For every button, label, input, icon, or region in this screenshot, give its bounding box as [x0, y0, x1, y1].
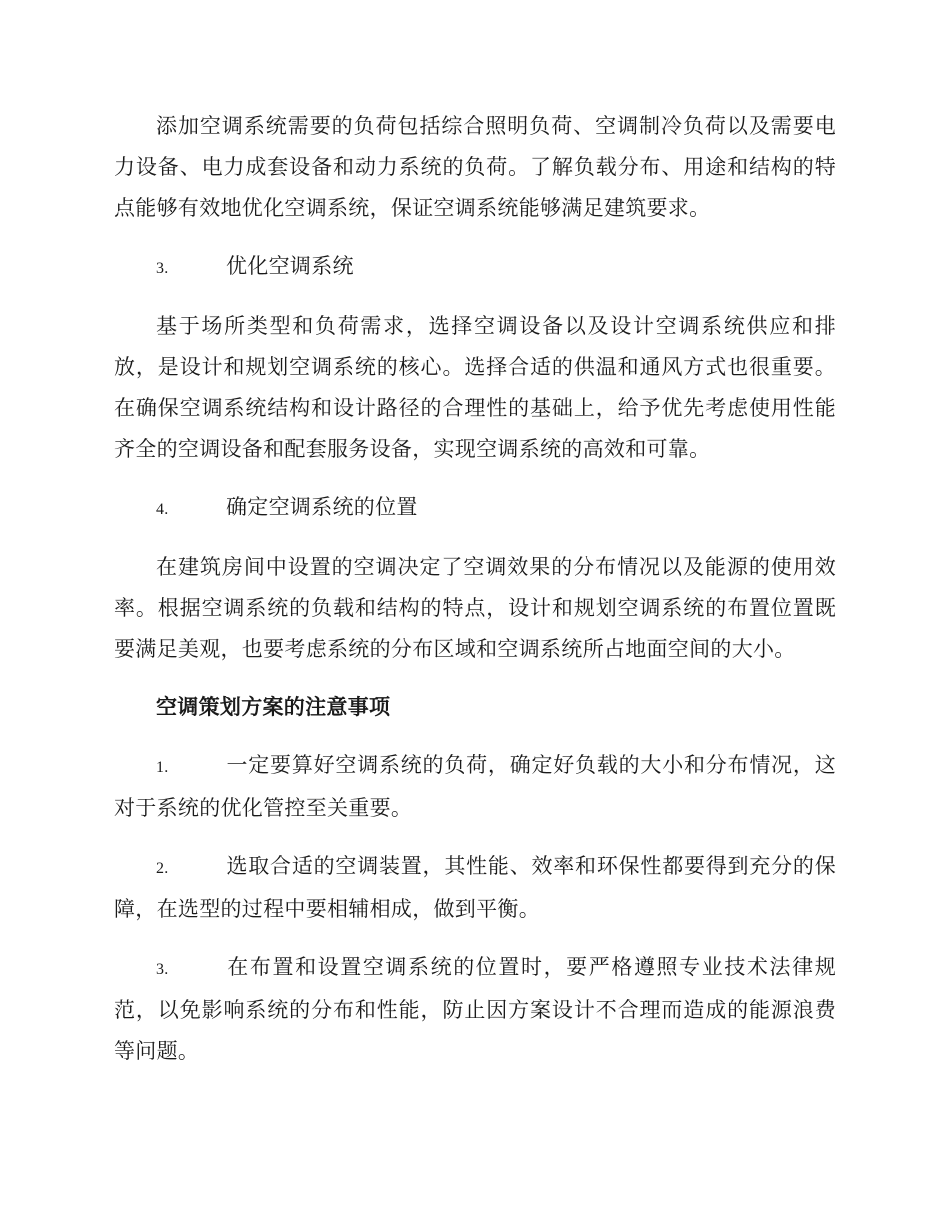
note-1-text: 一定要算好空调系统的负荷，确定好负载的大小和分布情况，这对于系统的优化管控至关重要。 — [114, 753, 836, 820]
note-item-2 — [114, 846, 836, 930]
step-4-title: 确定空调系统的位置 — [226, 495, 418, 519]
paragraph-load-requirements: 添加空调系统需要的负荷包括综合照明负荷、空调制冷负荷以及需要电力设备、电力成套设备和动力系统的负荷。了解负载分布、用途和结构的特点能够有效地优化空调系统，保证空调系统能够满足建筑要求。 — [114, 114, 836, 220]
paragraph-optimize-system: 基于场所类型和负荷需求，选择空调设备以及设计空调系统供应和排放，是设计和规划空调系统的核心。选择合适的供温和通风方式也很重要。在确保空调系统结构和设计路径的合理性的基础上，给予优先考虑使用性能齐全的空调设备和配套服务设备，实现空调系统的高效和可靠。 — [114, 314, 836, 461]
section-heading-notes: 空调策划方案的注意事项 — [156, 695, 391, 719]
note-item-1 — [114, 745, 836, 829]
note-3-text: 在布置和设置空调系统的位置时，要严格遵照专业技术法律规范，以免影响系统的分布和性能，防止因方案设计不合理而造成的能源浪费等问题。 — [114, 955, 836, 1063]
note-2-number: 2. — [156, 860, 169, 877]
note-1-number: 1. — [156, 759, 169, 776]
step-3-heading — [114, 246, 836, 289]
step-4-heading — [114, 487, 836, 530]
note-2-text: 选取合适的空调装置，其性能、效率和环保性都要得到充分的保障，在选型的过程中要相辅相成，做到平衡。 — [114, 854, 836, 921]
paragraph-system-location: 在建筑房间中设置的空调决定了空调效果的分布情况以及能源的使用效率。根据空调系统的负载和结构的特点，设计和规划空调系统的布置位置既要满足美观，也要考虑系统的分布区域和空调系统所占地面空间的大小。 — [114, 555, 836, 661]
note-3-number: 3. — [156, 961, 169, 978]
document-page — [114, 106, 836, 1089]
step-4-number: 4. — [156, 501, 169, 518]
step-3-title: 优化空调系统 — [226, 254, 354, 278]
step-3-number: 3. — [156, 260, 169, 277]
note-item-3 — [114, 947, 836, 1072]
